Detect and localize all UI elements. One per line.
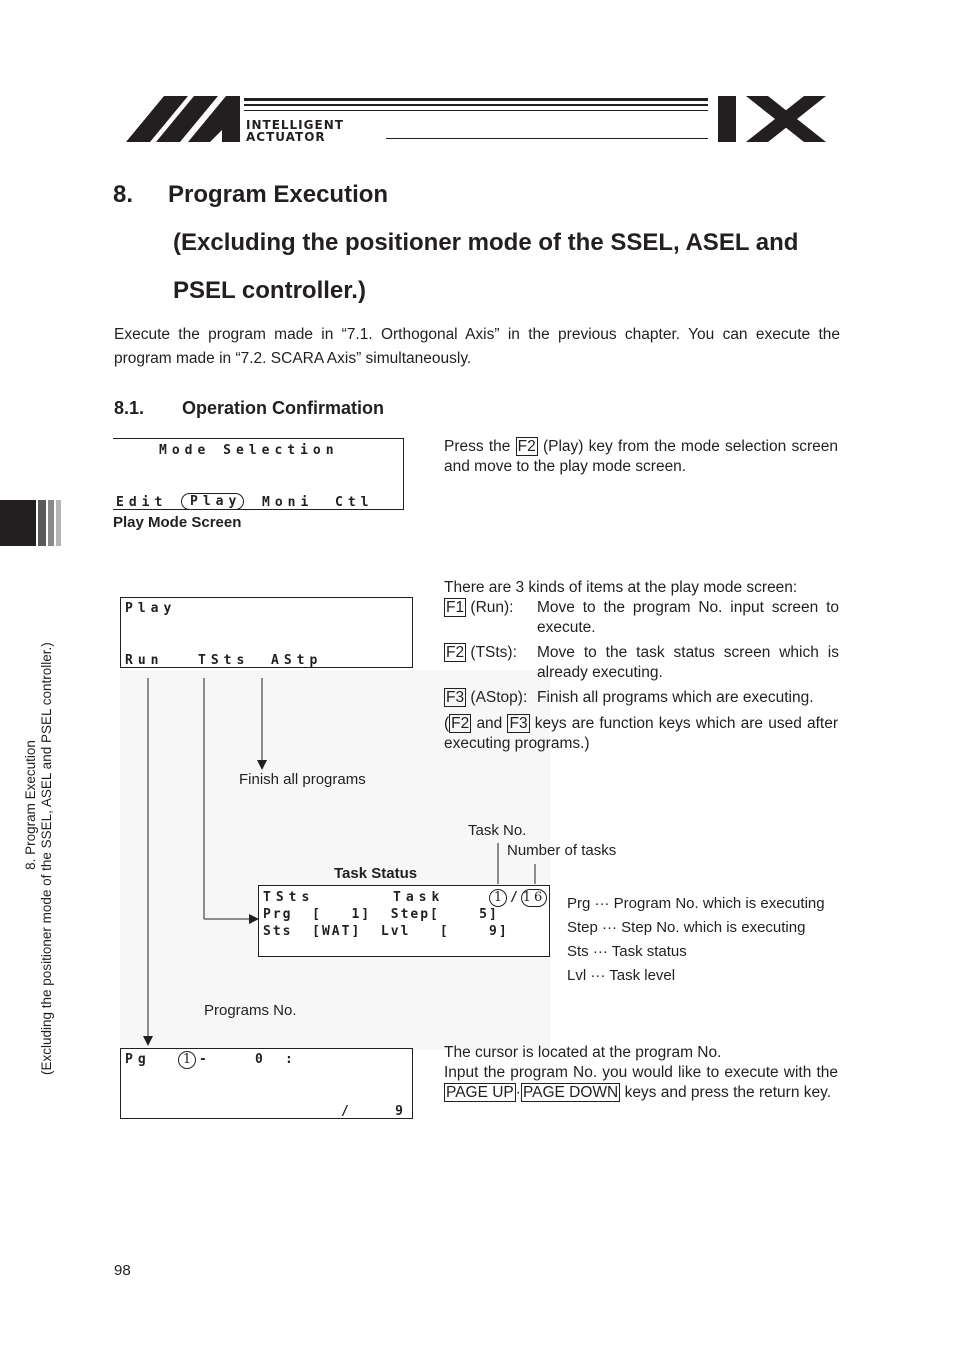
task-count-circle: 16 (522, 890, 546, 905)
finish-all-label: Finish all programs (239, 771, 366, 788)
legend-sts: Sts ··· Task status (567, 943, 687, 960)
item-f1-label: (Run): (470, 599, 514, 616)
task-row1-left: TSts (263, 890, 315, 905)
page-up-key: PAGE UP (446, 1084, 514, 1101)
intro-paragraph: Execute the program made in “7.1. Orthogonal Axis” in the previous chapter. You can execute the program made in “7.2. SCARA Axis” simultaneously. (114, 326, 840, 367)
play-item-astp: AStp (271, 653, 323, 668)
play-instruction-pre: Press the (444, 438, 511, 455)
pg-dash: - (199, 1052, 212, 1067)
section-title: Operation Confirmation (182, 398, 384, 418)
mode-screen-top: Mode Selection (159, 443, 339, 458)
mode-item-edit: Edit (116, 495, 168, 510)
pg-left: Pg (125, 1052, 151, 1067)
pg-cursor-circle: 1 (178, 1051, 196, 1069)
play-item-tsts: TSts (198, 653, 250, 668)
chapter-title-line1: Program Execution (168, 181, 389, 208)
pg-zero: 0 (255, 1052, 268, 1067)
cursor-line2: Input the program No. you would like to execute with the (444, 1064, 838, 1081)
item-f3 (444, 688, 840, 708)
play-item-run: Run (125, 653, 164, 668)
task-row3: Sts [WAT] Lvl [ 9] (263, 924, 509, 939)
cursor-line1: The cursor is located at the program No. (444, 1044, 722, 1061)
items-note (444, 714, 838, 754)
section-number: 8.1. (114, 398, 145, 418)
programs-no-label: Programs No. (204, 1002, 297, 1019)
page-down-key: PAGE DOWN (522, 1084, 619, 1101)
item-f2 (444, 643, 840, 681)
task-row1-mid: Task (393, 890, 445, 905)
item-f2-label: (TSts): (470, 644, 517, 661)
pg-bottom: / 9 (341, 1104, 406, 1119)
task-no-circle: 1 (489, 889, 507, 907)
note-and: and (476, 715, 503, 732)
cursor-text (444, 1043, 838, 1103)
legend-lvl: Lvl ··· Task level (567, 967, 676, 984)
cursor-line3: keys and press the return key. (624, 1084, 832, 1101)
mode-item-moni: Moni (262, 495, 314, 510)
f2-key: F2 (517, 438, 536, 455)
task-status-title: Task Status (334, 865, 418, 882)
note-f3-key: F3 (509, 715, 528, 732)
task-row2: Prg [ 1] Step[ 5] (263, 907, 499, 922)
items-intro: There are 3 kinds of items at the play mode screen: (444, 579, 798, 596)
page-number: 98 (114, 1262, 131, 1279)
task-slash: / (510, 890, 518, 905)
item-f3-label: (AStop): (470, 689, 528, 706)
mode-item-play: Play (181, 493, 244, 510)
mode-item-ctl: Ctl (335, 495, 374, 510)
chapter-title-line2: (Excluding the positioner mode of the SSEL, ASEL and (173, 229, 799, 256)
f3-key: F3 (446, 689, 465, 706)
item-f3-desc: Finish all programs which are executing. (537, 689, 814, 706)
chapter-number: 8. (113, 181, 134, 208)
note-f2-key: F2 (451, 715, 470, 732)
legend-step: Step ··· Step No. which is executing (567, 919, 806, 936)
number-of-tasks-label: Number of tasks (507, 842, 617, 859)
side-tab-line2: (Excluding the positioner mode of the SSEL, ASEL and PSEL controller.) (39, 642, 54, 1075)
pg-colon: : (285, 1052, 298, 1067)
note-paren: ( (444, 715, 450, 732)
task-no-label: Task No. (468, 822, 527, 839)
play-instruction-post: (Play) key from the mode selection screen and move to the play mode screen. (444, 438, 838, 475)
item-f1 (444, 598, 840, 636)
chapter-title-line3: PSEL controller.) (173, 277, 366, 304)
legend-prg: Prg ··· Program No. which is executing (567, 895, 825, 912)
note-rest: keys are function keys which are used after executing programs.) (444, 715, 838, 752)
f1-key: F1 (446, 599, 465, 616)
f2-key-item: F2 (446, 644, 465, 661)
item-f2-desc: Move to the task status screen which is already executing. (537, 644, 839, 681)
task-status-screen (258, 885, 550, 957)
mode-screen-caption: Play Mode Screen (113, 514, 242, 531)
key-separator: · (515, 1084, 521, 1101)
side-tab-line1: 8. Program Execution (23, 740, 38, 870)
logo-line1: INTELLIGENT (246, 118, 344, 132)
play-screen-top: Play (125, 601, 177, 616)
logo-line2: ACTUATOR (246, 130, 326, 144)
program-input-screen (120, 1048, 413, 1119)
item-f1-desc: Move to the program No. input screen to execute. (537, 599, 839, 636)
